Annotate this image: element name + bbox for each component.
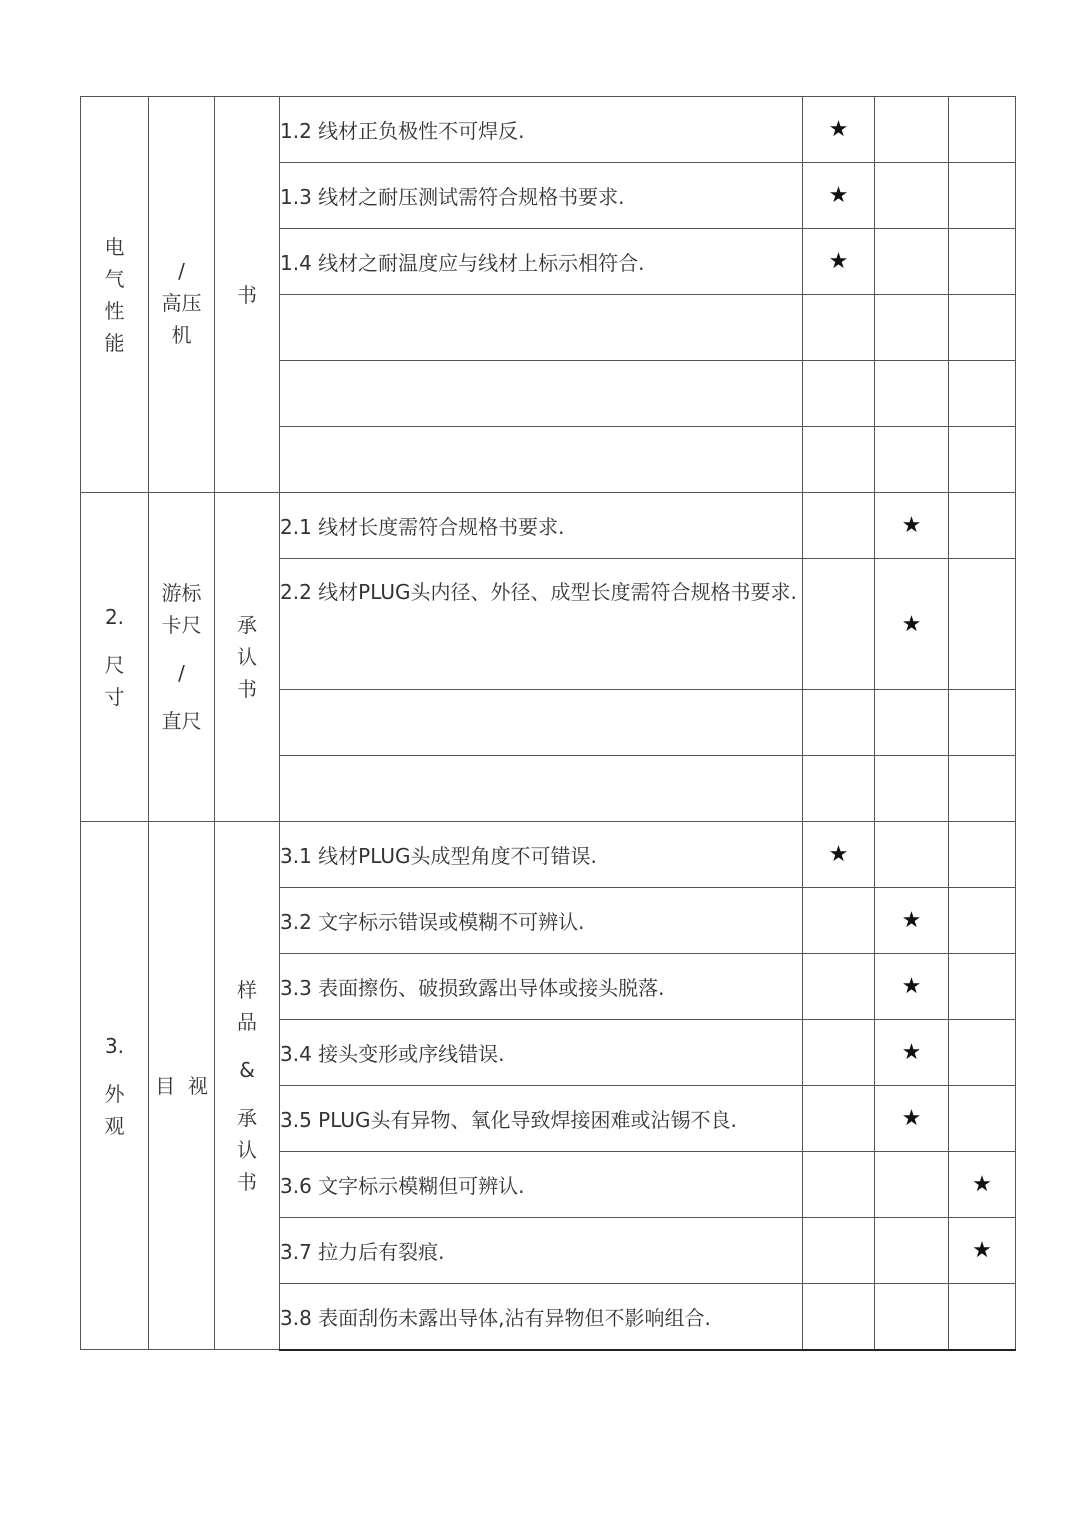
table-row: [81, 97, 1016, 163]
item-description: [280, 295, 803, 361]
item-description: 1.3 线材之耐压测试需符合规格书要求.: [280, 163, 803, 229]
item-description: 3.8 表面刮伤未露出导体,沾有异物但不影响组合.: [280, 1284, 803, 1350]
category-electrical: 电 气 性 能: [81, 97, 149, 493]
star-icon: ★: [875, 559, 949, 690]
category-dimension: 2. 尺 寸: [81, 493, 149, 822]
star-icon: ★: [875, 1086, 949, 1152]
item-description: 3.6 文字标示模糊但可辨认.: [280, 1152, 803, 1218]
star-icon: ★: [875, 954, 949, 1020]
item-description: 3.7 拉力后有裂痕.: [280, 1218, 803, 1284]
star-icon: ★: [875, 1020, 949, 1086]
category-appearance: 3. 外 观: [81, 822, 149, 1350]
basis-dimension: 承 认 书: [215, 493, 280, 822]
tool-appearance: 目 视: [149, 822, 215, 1350]
item-description: 3.2 文字标示错误或模糊不可辨认.: [280, 888, 803, 954]
item-description: 3.4 接头变形或序线错误.: [280, 1020, 803, 1086]
tool-electrical: / 高压 机: [149, 97, 215, 493]
basis-appearance: 样 品 & 承 认 书: [215, 822, 280, 1350]
star-icon: ★: [949, 1218, 1016, 1284]
basis-electrical: 书: [215, 97, 280, 493]
item-description: [280, 427, 803, 493]
item-description: 3.1 线材PLUG头成型角度不可错误.: [280, 822, 803, 888]
star-icon: ★: [803, 163, 875, 229]
item-description: 1.2 线材正负极性不可焊反.: [280, 97, 803, 163]
item-description: [280, 756, 803, 822]
item-description: 3.3 表面擦伤、破损致露出导体或接头脱落.: [280, 954, 803, 1020]
item-description: 1.4 线材之耐温度应与线材上标示相符合.: [280, 229, 803, 295]
table-row: [81, 493, 1016, 559]
item-description: [280, 690, 803, 756]
item-description: 2.2 线材PLUG头内径、外径、成型长度需符合规格书要求.: [280, 559, 803, 690]
star-icon: ★: [803, 97, 875, 163]
tool-dimension: 游标 卡尺 / 直尺: [149, 493, 215, 822]
star-icon: ★: [803, 229, 875, 295]
item-description: 3.5 PLUG头有异物、氧化导致焊接困难或沾锡不良.: [280, 1086, 803, 1152]
item-description: 2.1 线材长度需符合规格书要求.: [280, 493, 803, 559]
star-icon: ★: [875, 493, 949, 559]
star-icon: ★: [949, 1152, 1016, 1218]
item-description: [280, 361, 803, 427]
inspection-table: [80, 96, 1016, 1351]
star-icon: ★: [803, 822, 875, 888]
table-row: [81, 822, 1016, 888]
star-icon: ★: [875, 888, 949, 954]
